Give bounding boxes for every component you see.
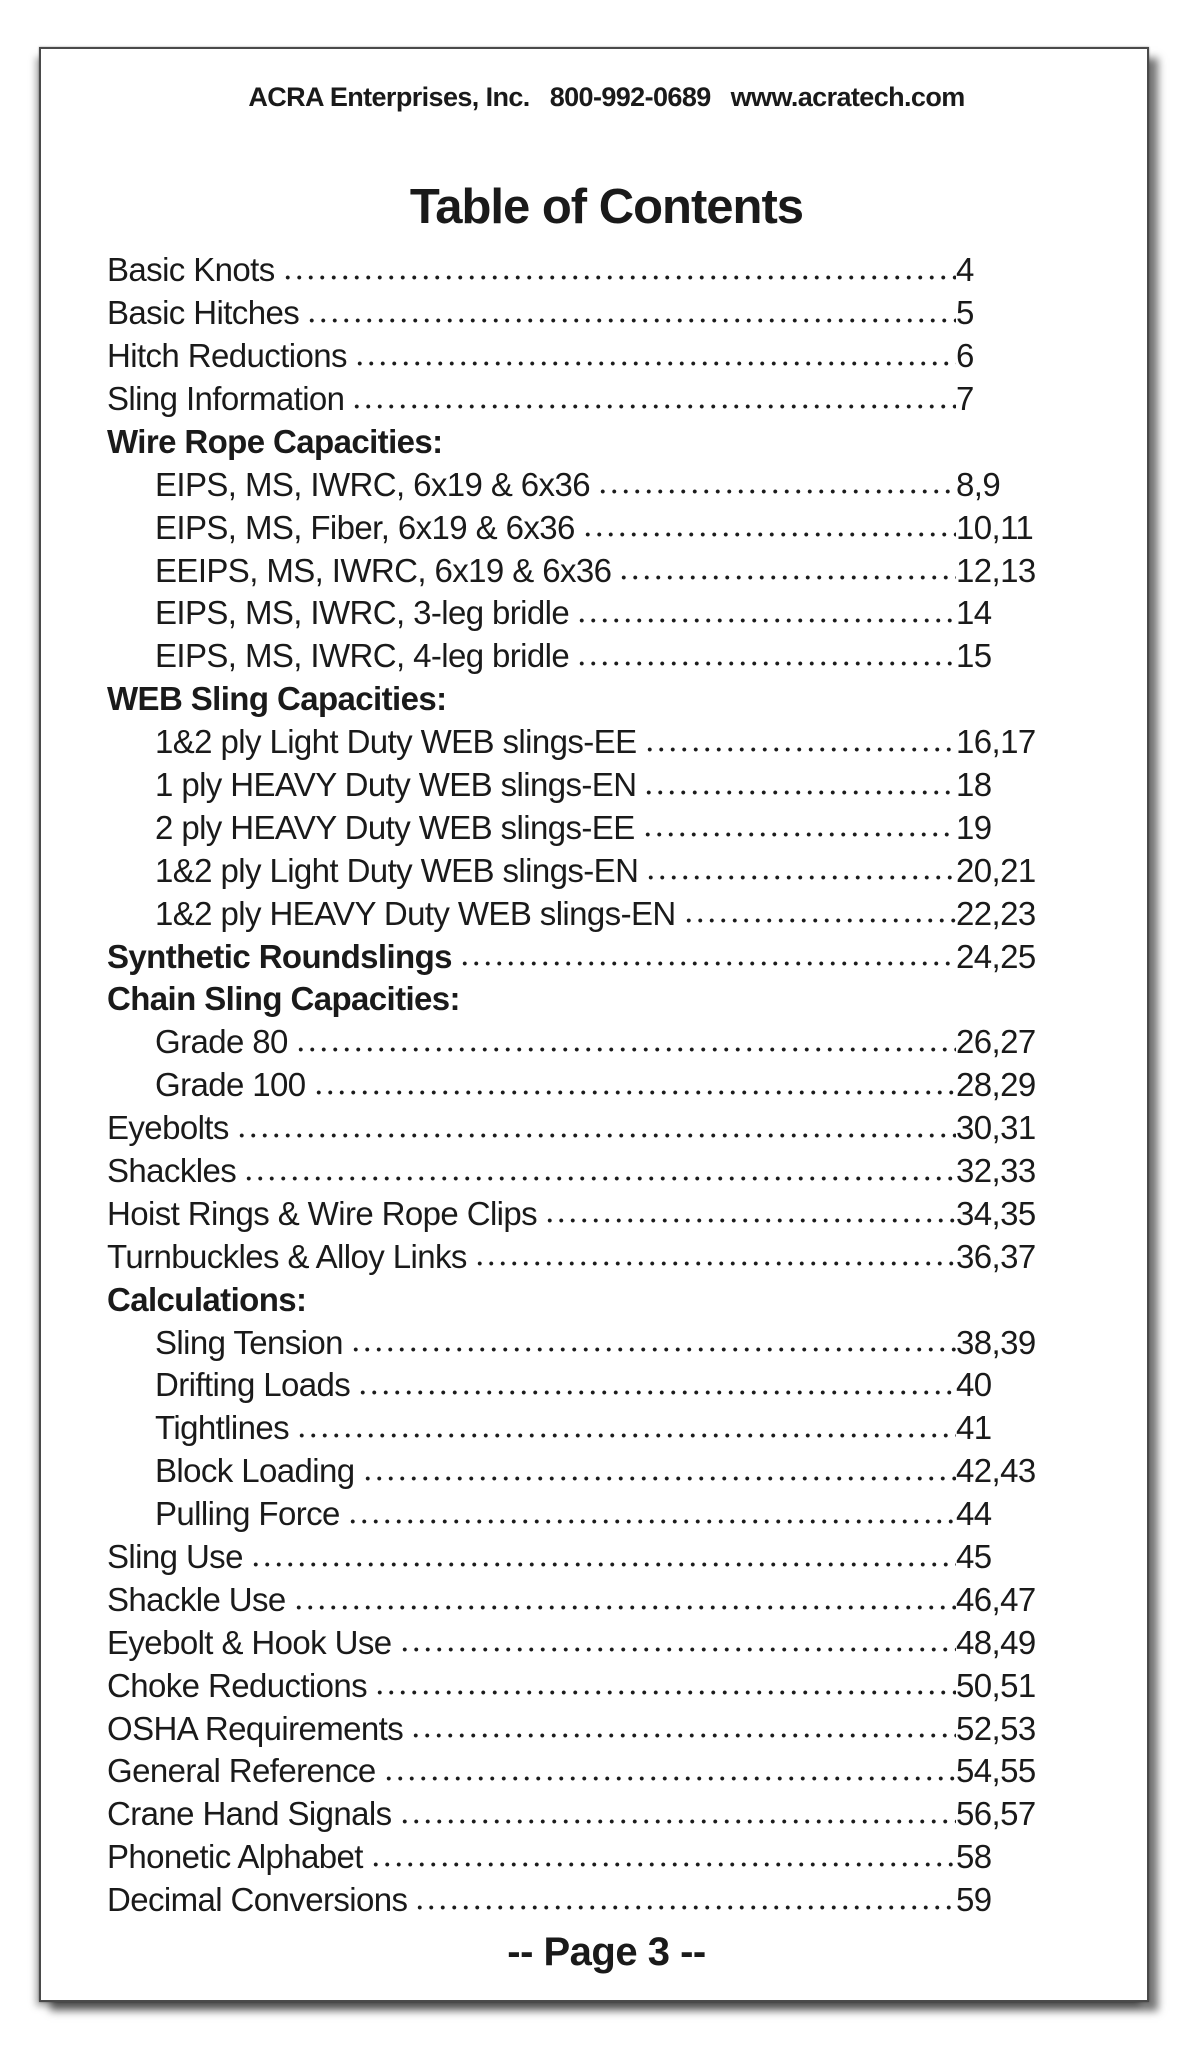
toc-entry-page: 15 (956, 637, 992, 675)
document-page (39, 47, 1149, 2002)
toc-entry (107, 1575, 1106, 1618)
dot-leader (412, 1875, 956, 1918)
toc-entry-label: Eyebolt & Hook Use (107, 1623, 392, 1661)
dot-leader (641, 760, 956, 803)
toc-entry-page: 20,21 (956, 851, 1036, 889)
toc-entry-page: 36,37 (956, 1237, 1036, 1275)
toc-entry-page: 16,17 (956, 723, 1036, 761)
dot-leader (304, 288, 956, 331)
toc-entry (107, 1103, 1106, 1146)
toc-entry-page: 10,11 (956, 508, 1034, 546)
dot-leader (542, 1189, 956, 1232)
toc-entry (107, 331, 1106, 374)
toc-entry-page: 34,35 (956, 1194, 1036, 1232)
toc-entry-label: Turnbuckles & Alloy Links (107, 1237, 467, 1275)
toc-entry (107, 1017, 1106, 1060)
toc-entry-label: EIPS, MS, IWRC, 6x19 & 6x36 (155, 465, 590, 503)
toc-entry-label: Sling Information (107, 379, 345, 417)
toc-entry-label: Grade 80 (155, 1023, 288, 1061)
toc-entry (107, 803, 1106, 846)
toc-entry-label: 1&2 ply Light Duty WEB slings-EN (155, 851, 639, 889)
dot-leader (408, 1703, 956, 1746)
dot-leader (349, 374, 956, 417)
toc-entry-label: Tightlines (155, 1409, 290, 1447)
dot-leader (457, 931, 956, 974)
toc-entry-label: Phonetic Alphabet (107, 1838, 363, 1876)
toc-entry-label: Calculations: (107, 1280, 307, 1318)
toc-entry-page: 6 (956, 337, 974, 375)
toc-entry-page: 5 (956, 294, 974, 332)
toc-entry-label: 1&2 ply HEAVY Duty WEB slings-EN (155, 894, 676, 932)
dot-leader (681, 888, 956, 931)
toc-entry (107, 459, 1106, 502)
toc-entry-page: 24,25 (956, 937, 1036, 975)
toc-entry-label: Sling Tension (155, 1323, 343, 1361)
toc-entry (107, 1875, 1106, 1918)
toc-entry-page: 28,29 (956, 1066, 1036, 1104)
dot-leader (595, 459, 956, 502)
toc-entry-label: Pulling Force (155, 1495, 340, 1533)
toc-entry (107, 1746, 1106, 1789)
toc-entry (107, 245, 1106, 288)
page-footer: -- Page 3 -- (507, 1929, 706, 1974)
dot-leader (311, 1274, 956, 1317)
dot-leader (241, 1146, 956, 1189)
toc-entry-page: 19 (956, 808, 992, 846)
toc-entry-page: 46,47 (956, 1580, 1036, 1618)
dot-leader (616, 545, 956, 588)
dot-leader (293, 1017, 956, 1060)
toc-entry-page: 42,43 (956, 1452, 1036, 1490)
toc-entry (107, 1146, 1106, 1189)
toc-entry (107, 1660, 1106, 1703)
website-url: www.acratech.com (730, 82, 965, 112)
dot-leader (294, 1403, 956, 1446)
toc-entry-label: Basic Hitches (107, 294, 300, 332)
toc-entry (107, 1618, 1106, 1661)
toc-entry (107, 417, 1106, 460)
toc-entry (107, 1317, 1106, 1360)
toc-entry-page: 58 (956, 1838, 992, 1876)
toc-entry (107, 1446, 1106, 1489)
toc-entry (107, 1231, 1106, 1274)
dot-leader (643, 845, 956, 888)
dot-leader (311, 1060, 956, 1103)
dot-leader (372, 1660, 956, 1703)
toc-entry-page: 14 (956, 594, 992, 632)
toc-entry-page: 4 (956, 251, 974, 289)
toc-entry-label: Choke Reductions (107, 1666, 368, 1704)
toc-entry-label: Crane Hand Signals (107, 1795, 392, 1833)
toc-entry (107, 1832, 1106, 1875)
dot-leader (352, 331, 956, 374)
dot-leader (642, 717, 956, 760)
toc-entry-label: Synthetic Roundslings (107, 937, 452, 975)
toc-entry-label: 1 ply HEAVY Duty WEB slings-EN (155, 765, 637, 803)
dot-leader (348, 1317, 956, 1360)
toc-entry-label: Basic Knots (107, 251, 275, 289)
toc-entry (107, 1703, 1106, 1746)
toc-entry (107, 588, 1106, 631)
toc-list (107, 245, 1106, 1918)
toc-entry-page: 44 (956, 1495, 992, 1533)
toc-entry (107, 888, 1106, 931)
dot-leader (574, 588, 956, 631)
toc-entry (107, 931, 1106, 974)
toc-entry (107, 717, 1106, 760)
dot-leader (355, 1360, 956, 1403)
toc-entry-page: 30,31 (956, 1109, 1036, 1147)
toc-entry-label: EEIPS, MS, IWRC, 6x19 & 6x36 (155, 551, 612, 589)
toc-entry (107, 374, 1106, 417)
toc-entry-page: 41 (956, 1409, 992, 1447)
toc-entry-label: Block Loading (155, 1452, 355, 1490)
toc-entry (107, 1060, 1106, 1103)
toc-entry (107, 1489, 1106, 1532)
toc-entry (107, 974, 1106, 1017)
toc-entry (107, 1532, 1106, 1575)
toc-entry-page: 22,23 (956, 894, 1036, 932)
toc-entry (107, 1789, 1106, 1832)
toc-entry-label: WEB Sling Capacities: (107, 680, 447, 718)
phone-number: 800-992-0689 (549, 82, 711, 112)
dot-leader (248, 1532, 956, 1575)
toc-entry-page: 32,33 (956, 1151, 1036, 1189)
toc-entry-label: Drifting Loads (155, 1366, 351, 1404)
toc-entry-page: 12,13 (956, 551, 1036, 589)
toc-entry-label: Sling Use (107, 1537, 243, 1575)
toc-entry (107, 1189, 1106, 1232)
toc-entry-label: Chain Sling Capacities: (107, 980, 460, 1018)
toc-entry-page: 7 (956, 379, 974, 417)
toc-entry-page: 8,9 (956, 465, 1001, 503)
dot-leader (381, 1746, 956, 1789)
toc-entry-label: Wire Rope Capacities: (107, 422, 443, 460)
toc-entry-label: EIPS, MS, IWRC, 3-leg bridle (155, 594, 570, 632)
toc-entry-label: General Reference (107, 1752, 376, 1790)
toc-entry-label: Grade 100 (155, 1066, 306, 1104)
dot-leader (574, 631, 956, 674)
dot-leader (640, 803, 956, 846)
toc-entry (107, 502, 1106, 545)
toc-entry-label: Hitch Reductions (107, 337, 347, 375)
dot-leader (465, 974, 956, 1017)
dot-leader (291, 1575, 956, 1618)
toc-entry-label: Shackle Use (107, 1580, 286, 1618)
toc-entry (107, 760, 1106, 803)
toc-entry (107, 1403, 1106, 1446)
toc-entry-page: 52,53 (956, 1709, 1036, 1747)
toc-entry-page: 26,27 (956, 1023, 1036, 1061)
toc-entry (107, 674, 1106, 717)
toc-entry-page: 45 (956, 1537, 992, 1575)
dot-leader (280, 245, 956, 288)
dot-leader (472, 1231, 956, 1274)
toc-entry (107, 545, 1106, 588)
toc-entry-page: 18 (956, 765, 992, 803)
toc-entry-label: EIPS, MS, IWRC, 4-leg bridle (155, 637, 570, 675)
toc-entry-page: 50,51 (956, 1666, 1036, 1704)
toc-entry (107, 845, 1106, 888)
toc-entry-page: 38,39 (956, 1323, 1036, 1361)
dot-leader (360, 1446, 956, 1489)
page-title: Table of Contents (409, 180, 804, 234)
toc-entry-label: Shackles (107, 1151, 237, 1189)
dot-leader (397, 1618, 956, 1661)
dot-leader (580, 502, 956, 545)
toc-entry-page: 56,57 (956, 1795, 1036, 1833)
toc-entry-page: 40 (956, 1366, 992, 1404)
toc-entry-page: 59 (956, 1881, 992, 1919)
toc-entry-label: 1&2 ply Light Duty WEB slings-EE (155, 723, 637, 761)
toc-entry (107, 1360, 1106, 1403)
dot-leader (345, 1489, 956, 1532)
company-name: ACRA Enterprises, Inc. (248, 82, 530, 112)
toc-entry-label: OSHA Requirements (107, 1709, 404, 1747)
toc-entry-label: Hoist Rings & Wire Rope Clips (107, 1194, 538, 1232)
toc-entry-label: 2 ply HEAVY Duty WEB slings-EE (155, 808, 635, 846)
toc-entry (107, 1274, 1106, 1317)
toc-entry (107, 631, 1106, 674)
toc-entry-page: 54,55 (956, 1752, 1036, 1790)
dot-leader (368, 1832, 956, 1875)
dot-leader (451, 674, 956, 717)
dot-leader (397, 1789, 956, 1832)
toc-entry-label: EIPS, MS, Fiber, 6x19 & 6x36 (155, 508, 575, 546)
page-header (107, 82, 1106, 113)
dot-leader (448, 417, 956, 460)
toc-entry-label: Decimal Conversions (107, 1881, 408, 1919)
toc-entry-label: Eyebolts (107, 1109, 229, 1147)
toc-entry (107, 288, 1106, 331)
toc-entry-page: 48,49 (956, 1623, 1036, 1661)
dot-leader (234, 1103, 956, 1146)
